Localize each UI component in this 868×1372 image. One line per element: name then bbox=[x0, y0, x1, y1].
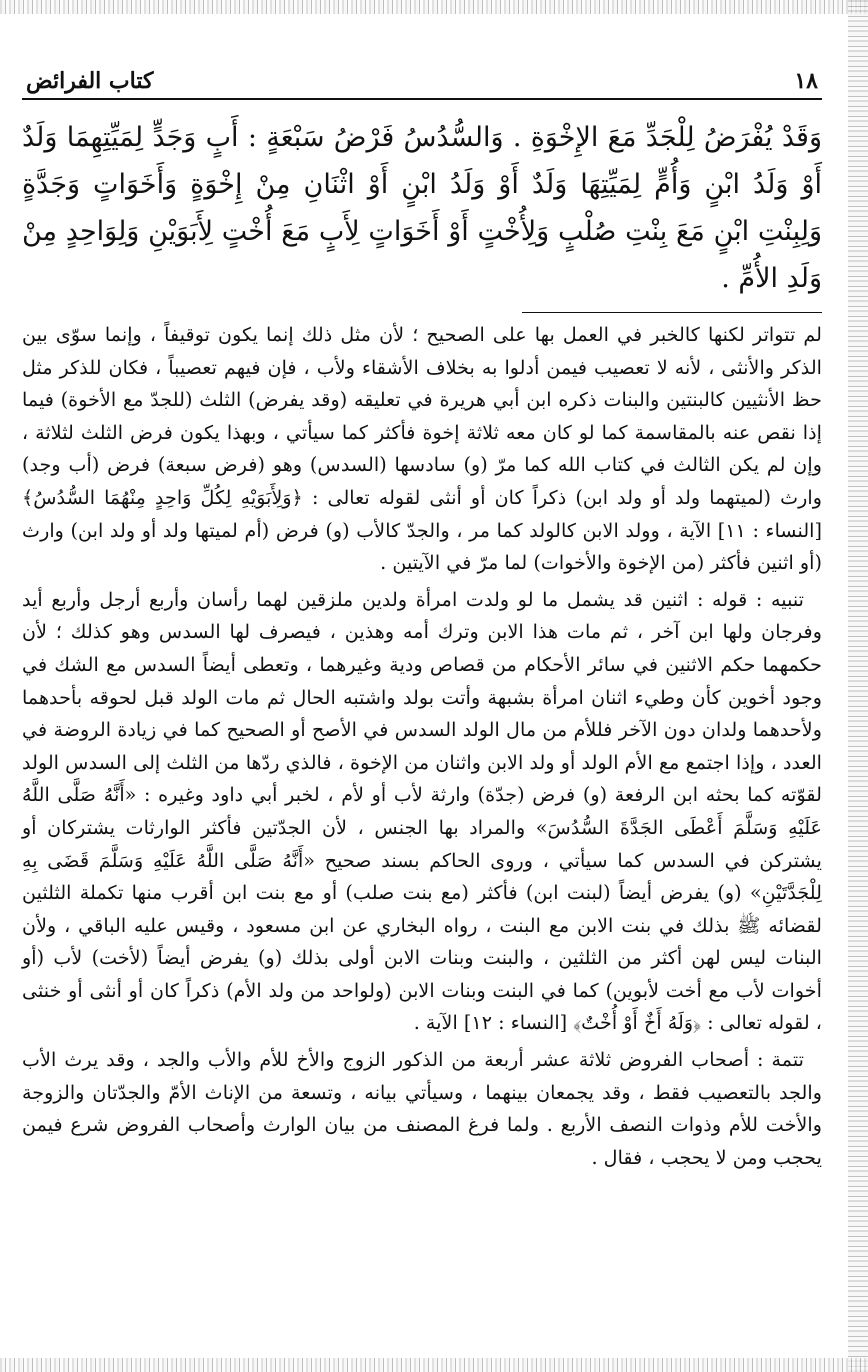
tatimma-paragraph: تتمة : أصحاب الفروض ثلاثة عشر أربعة من الذكور الزوج والأخ للأم والأب والجد ، وقد يرث الأب والجد بالتعصيب فقط ، وقد يجمعان بينهما ، وسيأتي بيانه ، وتسعة من الإناث الأمّ والجدّتان والزوجة والأخت للأم وذوات النصف الأربع . ولما فرغ المصنف من بيان الوارث وأصحاب الفروض شرع فيمن يحجب ومن لا يحجب ، فقال . bbox=[22, 1048, 822, 1169]
scan-edge-right bbox=[848, 0, 868, 1372]
commentary-separator bbox=[522, 312, 822, 313]
scan-edge-bottom bbox=[0, 1358, 868, 1372]
scan-edge-top bbox=[0, 0, 868, 14]
commentary-paragraph: لم تتواتر لكنها كالخبر في العمل بها على الصحيح ؛ لأن مثل ذلك إنما يكون توقيفاً ، وإنما سوّى بين الذكر والأنثى ، لأنه لا تعصيب فيمن أدلوا به بخلاف الأشقاء ولأب ، فإن فيهم تعصيباً ، فكان للذكر مثل حظ الأنثيين كالبنتين والبنات ذكره ابن أبي هريرة في تعليقه (وقد يفرض) الثلث (للجدّ مع الأخوة) فيما إذا نقص عنه بالمقاسمة كما لو كان معه ثلاثة إخوة فأكثر كما سيأتي ، وبهذا يكون فرض الثلث لثلاثة ، وإن لم يكن الثالث في كتاب الله كما مرّ (و) سادسها (السدس) وهو (فرض سبعة) فرض (أب وجد) وارث (لميتهما ولد أو ولد ابن) ذكراً كان أو أنثى لقوله تعالى : ﴿وَلِأَبَوَيْهِ لِكُلِّ وَاحِدٍ مِنْهُمَا السُّدُسُ﴾ [النساء : ١١] الآية ، وولد الابن كالولد كما مر ، والجدّ كالأب (و) فرض (أم لميتها ولد أو ولد ابن) وارث (أو اثنين فأكثر (من الإخوة والأخوات) لما مرّ في الآيتين . bbox=[22, 323, 822, 575]
matn-text bbox=[22, 114, 822, 312]
book-title: كتاب الفرائض bbox=[26, 68, 154, 94]
matn-line-2: وَأُمٍّ لِمَيِّتِهَا وَلَدٌ أَوْ وَلَدُ ابْنٍ أَوْ اثْنَانِ مِنْ إِخْوَةٍ وَأَخَوَاتٍ وَجَدَّةٍ وَلِبِنْتِ ابْنٍ مَعَ بِنْتِ صُلْبٍ bbox=[22, 169, 822, 247]
commentary bbox=[22, 319, 822, 1174]
page-number: ١٨ bbox=[794, 68, 818, 94]
running-header bbox=[22, 54, 822, 100]
matn-line-3: وَلِأُخْتٍ أَوْ أَخَوَاتٍ لِأَبٍ مَعَ أُخْتٍ لِأَبَوَيْنِ وَلِوَاحِدٍ مِنْ وَلَدِ الأُمِّ . bbox=[22, 216, 822, 294]
matn-line-1: وَقَدْ يُفْرَضُ لِلْجَدِّ مَعَ الإِخْوَةِ . وَالسُّدُسُ فَرْضُ سَبْعَةٍ : أَبٍ وَجَدٍّ لِمَيِّتِهِمَا وَلَدٌ أَوْ وَلَدُ ابْنٍ bbox=[22, 122, 822, 200]
book-page bbox=[22, 54, 822, 1354]
tanbih-paragraph: تنبيه : قوله : اثنين قد يشمل ما لو ولدت امرأة ولدين ملزقين لهما رأسان وأربع أرجل وأربع أيد وفرجان ولها ابن آخر ، ثم مات هذا الابن وترك أمه وهذين ، فيصرف لها السدس وهو كذلك ؛ لأن حكمهما حكم الاثنين في سائر الأحكام من قصاص ودية وغيرهما ، وتعطى أيضاً السدس مع الشك في وجود أخوين كأن وطيء اثنان امرأة بشبهة وأتت بولد واشتبه الحال ثم مات الولد قبل لحوقه بأحدهما ولأحدهما ولدان دون الآخر فللأم من مال الولد السدس في الأصح أو الصحيح كما في زيادة الروضة في العدد ، وإذا اجتمع مع الأم الولد أو ولد الابن واثنان من الإخوة ، فالذي ردّها من الثلث إلى السدس الولد لقوّته كما بحثه ابن الرفعة (و) فرض (جدّة) وارثة لأب أو لأم ، لخبر أبي داود وغيره : «أَنَّهُ صَلَّى اللَّهُ عَلَيْهِ وَسَلَّمَ أَعْطَى الجَدَّةَ السُّدُسَ» والمراد بها الجنس ، لأن الجدّتين فأكثر الوارثات يشتركان أو يشتركن في السدس كما سيأتي ، وروى الحاكم بسند صحيح «أَنَّهُ صَلَّى اللَّهُ عَلَيْهِ وَسَلَّمَ قَضَى بِهِ لِلْجَدَّتَيْنِ» (و) يفرض أيضاً (لبنت ابن) فأكثر (مع بنت صلب) أو مع بنت ابن أقرب منها تكملة الثلثين لقضائه ﷺ بذلك في بنت الابن مع البنت ، رواه البخاري عن ابن مسعود ، وقيس عليه الباقي ، ولأن البنات ليس لهن أكثر من الثلثين ، والبنت وبنات الابن أولى بذلك (و) يفرض أيضاً (لأخت) لأب (أو أخوات لأب مع أخت لأبوين) كما في البنت وبنات الابن (ولواحد من ولد الأم) ذكراً كان أو أنثى أو خنثى ، لقوله تعالى : ﴿وَلَهُ أَخٌ أَوْ أُخْتٌ﴾ [النساء : ١٢] الآية . bbox=[22, 587, 822, 1035]
